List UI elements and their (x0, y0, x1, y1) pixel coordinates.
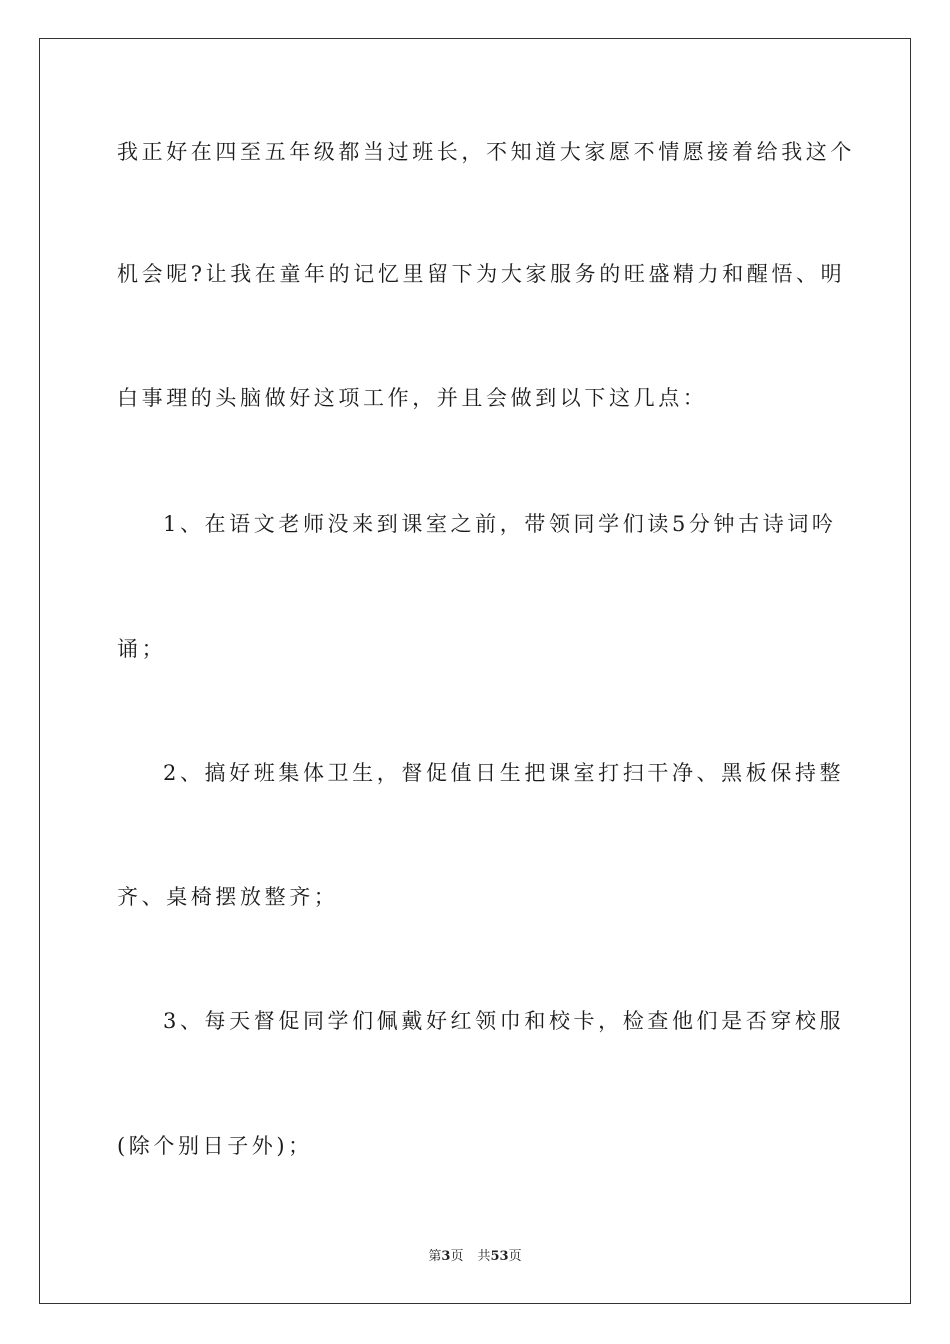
paragraph-line-1: 我正好在四至五年级都当过班长，不知道大家愿不情愿接着给我这个 (117, 140, 855, 164)
page-suffix: 页 (450, 1249, 464, 1264)
paragraph-line-2: 机会呢?让我在童年的记忆里留下为大家服务的旺盛精力和醒悟、明 (117, 262, 846, 286)
total-suffix: 页 (508, 1249, 522, 1264)
list-item-1-line-2: 诵； (117, 637, 167, 661)
page-prefix: 第 (428, 1249, 442, 1264)
total-prefix: 共 (477, 1249, 491, 1264)
list-item-2-line-1: 2、搞好班集体卫生，督促值日生把课室打扫干净、黑板保持整 (163, 761, 845, 785)
page-number: 3 (441, 1249, 451, 1264)
total-pages: 53 (490, 1249, 509, 1264)
list-item-3-line-1: 3、每天督促同学们佩戴好红领巾和校卡，检查他们是否穿校服 (163, 1009, 845, 1033)
page-border (39, 38, 911, 1304)
page-footer (0, 1248, 950, 1266)
list-item-3-line-2: (除个别日子外)； (117, 1134, 313, 1158)
paragraph-line-3: 白事理的头脑做好这项工作，并且会做到以下这几点： (117, 386, 708, 410)
list-item-2-line-2: 齐、桌椅摆放整齐； (117, 885, 339, 909)
list-item-1-line-1: 1、在语文老师没来到课室之前，带领同学们读5分钟古诗词吟 (163, 512, 837, 536)
